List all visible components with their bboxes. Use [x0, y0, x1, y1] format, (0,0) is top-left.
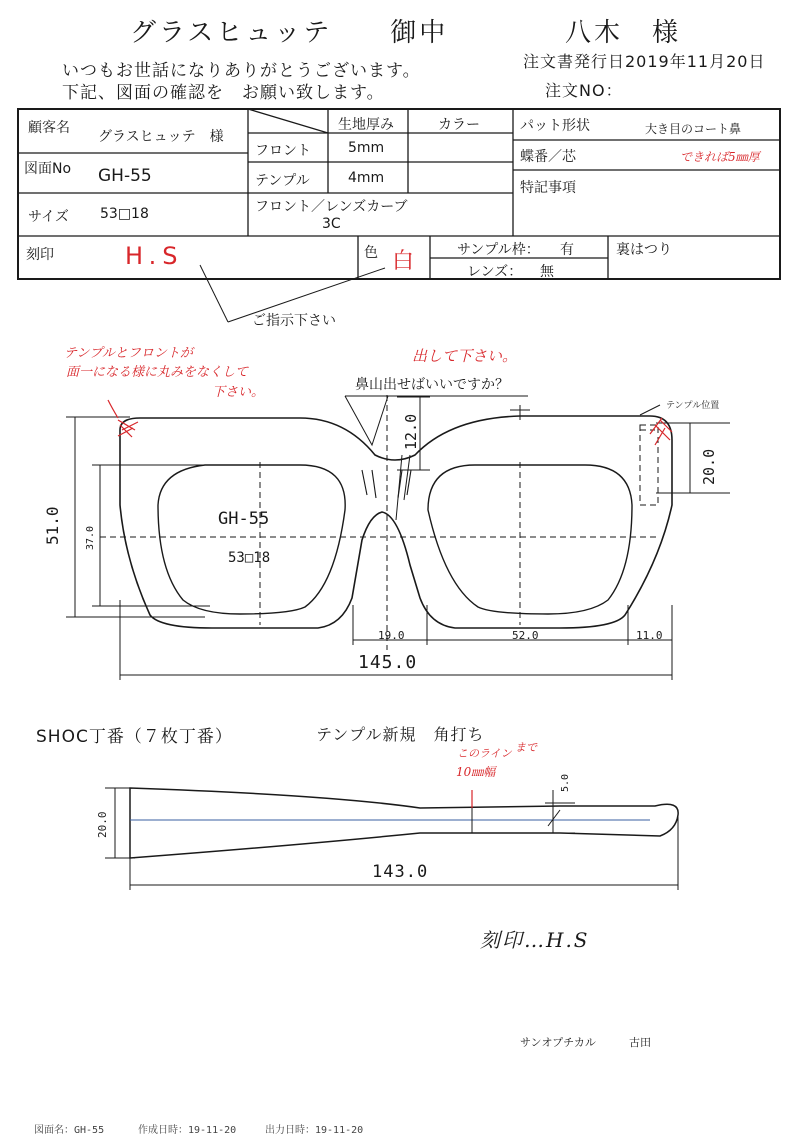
- color-header: カラー: [438, 117, 480, 133]
- engraving-value: H.S: [125, 242, 184, 270]
- temple-thickness: 4mm: [348, 170, 385, 186]
- temple-label: テンプル: [255, 173, 310, 189]
- addressee: グラスヒュッテ 御中: [130, 18, 449, 48]
- dim-endpiece: 11.0: [636, 629, 663, 642]
- lens-label: レンズ：: [467, 264, 523, 280]
- pad-value: 大き目のコート鼻: [645, 122, 742, 136]
- recipient: 八木 様: [565, 18, 682, 48]
- dim-lens-width: 52.0: [512, 629, 539, 642]
- footer-drawing-name: 図面名：GH-55: [34, 1125, 105, 1136]
- front-temple-note-3: 下さい。: [212, 385, 265, 400]
- drawing-number-value: GH-55: [98, 166, 152, 186]
- instruction-text: ご指示下さい: [252, 313, 336, 329]
- pad-label: パット形状: [520, 118, 590, 134]
- dim-frame-height: 51.0: [43, 506, 62, 545]
- front-thickness: 5mm: [348, 140, 385, 156]
- customer-value: グラスヒュッテ 様: [98, 129, 224, 145]
- front-size-label: 53□18: [228, 550, 271, 566]
- size-value: 53□18: [100, 206, 149, 222]
- nose-question: 鼻山出せばいいですか？: [355, 377, 509, 393]
- person-name: 古田: [629, 1036, 651, 1049]
- dim-lens-height: 37.0: [85, 525, 96, 550]
- backside-label: 裏はつり: [616, 242, 672, 258]
- front-temple-note-2: 面一になる様に丸みをなくして: [66, 365, 249, 380]
- lens-value: 無: [540, 264, 554, 280]
- line-note-1: このライン: [457, 747, 512, 760]
- customer-label: 顧客名: [28, 120, 70, 136]
- dim-bridge: 19.0: [378, 629, 405, 642]
- color-value: 白: [392, 249, 415, 274]
- footer-created: 作成日時：19-11-20: [138, 1125, 237, 1136]
- temple-outline: [130, 788, 678, 858]
- dim-nose-height: 12.0: [402, 413, 420, 450]
- line-note-3: 10㎜幅: [456, 765, 496, 779]
- lens-curve-label: フロント／レンズカーブ: [255, 199, 408, 215]
- lens-curve-value: 3C: [322, 216, 341, 232]
- issue-date: 注文書発行日2019年11月20日: [523, 52, 766, 71]
- line-note-2: まで: [515, 741, 537, 754]
- dim-temple-tip: 5.0: [560, 773, 571, 792]
- sample-frame-label: サンプル枠：: [457, 242, 540, 258]
- front-temple-note-1: テンプルとフロントが: [64, 346, 193, 361]
- thickness-header: 生地厚み: [338, 117, 394, 133]
- color-label: 色: [364, 245, 378, 261]
- dim-temple-height: 20.0: [96, 811, 109, 838]
- sample-frame-value: 有: [560, 242, 574, 258]
- size-label: サイズ: [28, 209, 69, 225]
- pad-note: できれば5㎜厚: [680, 150, 760, 164]
- notes-label: 特記事項: [520, 180, 576, 196]
- front-model-label: GH-55: [218, 509, 270, 529]
- front-label: フロント: [255, 143, 311, 159]
- drawing-number-label: 図面No: [24, 161, 72, 177]
- nose-reply-note: 出して下さい。: [412, 347, 518, 365]
- engraving-label: 刻印: [26, 247, 54, 263]
- greeting-line-1: いつもお世話になりありがとうございます。: [62, 61, 421, 81]
- hinge-label: 蝶番／芯: [520, 149, 576, 165]
- temple-position-label: テンプル位置: [666, 401, 720, 411]
- temple-hinge-title: SHOC丁番（７枚丁番）: [36, 727, 233, 747]
- footer-printed: 出力日時：19-11-20: [265, 1125, 364, 1136]
- dim-temple-position: 20.0: [700, 448, 718, 485]
- dim-temple-length: 143.0: [372, 862, 429, 882]
- dim-total-width: 145.0: [358, 652, 418, 673]
- company-name: サンオプチカル: [520, 1036, 596, 1049]
- temple-subtitle: テンプル新規 角打ち: [316, 725, 485, 744]
- order-number-label: 注文NO：: [545, 81, 623, 100]
- greeting-line-2: 下記、図面の確認を お願い致します。: [62, 83, 385, 103]
- engraving-note: 刻印…H.S: [480, 928, 590, 952]
